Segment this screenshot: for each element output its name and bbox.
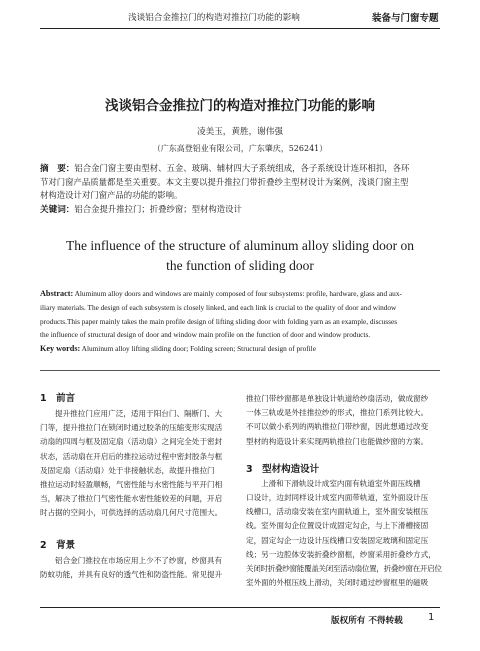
col2-line-3: 不可以做小系列的两轨推拉门带纱窗，因此想通过改变 <box>246 422 429 432</box>
section-3-heading: 3 型材构造设计 <box>246 463 320 475</box>
column-right <box>246 392 442 590</box>
col2-line-2: 一体三轨或是外挂推拉纱的形式，推拉门系列比较大。 <box>246 408 429 418</box>
section-1-heading: 1 前言 <box>40 393 76 404</box>
abstract-en-line-2: iliary materials. The design of each subsystem is closely linked, and each link is crucial to the quality of door and window <box>40 302 397 312</box>
abstract-en-line-1 <box>40 287 442 301</box>
column-left <box>40 390 236 582</box>
paper-title-en <box>0 236 480 276</box>
section-1-line-2: 门等，提升推拉门在锁闭时通过胶条的压缩变形实现活 <box>40 423 223 433</box>
authors: 凌美玉，黄胜，谢伟强 <box>197 127 283 137</box>
abstract-en-line-4: the influence of structural design of door and window main profile on the function of door and window products. <box>40 330 371 340</box>
abstract-cn-line-1 <box>40 162 442 176</box>
section-2-heading: 2 背景 <box>40 539 76 551</box>
section-3-line-3: 线槽口，活动扇安装在室内面轨道上，室外面安装框压 <box>246 507 429 517</box>
section-3-line-2: 口设计，边封同样设计成室内面带轨道，室外面设计压 <box>246 493 429 503</box>
abstract-cn <box>40 162 442 217</box>
section-3-line-6: 线；另一边腔体安装折叠纱窗框，纱窗采用折叠纱方式， <box>246 549 436 559</box>
section-1-line-4: 状态，活动扇在开启后的推拉运动过程中密封胶条与框 <box>40 451 223 461</box>
page-number: 1 <box>428 612 435 623</box>
affiliation: （广东高登铝业有限公司，广东肇庆，526241） <box>152 144 328 153</box>
section-1-line-8: 时占据的空间小，可供选择的活动扇几何尺寸范围大。 <box>40 508 223 518</box>
section-2-body <box>40 554 236 582</box>
keywords-cn-label: 关键词： <box>40 205 75 215</box>
keywords-en-label: Key words: <box>40 344 81 354</box>
section-2-continued <box>246 392 442 449</box>
footer-rule <box>40 607 440 608</box>
section-3-line-1: 上滑和下滑轨设计成室内面有轨道室外面压线槽 <box>261 478 421 488</box>
section-1-line-3: 动扇的四周与框及固定扇（活动扇）之间完全处于密封 <box>40 437 223 447</box>
section-3-line-7: 关闭时折叠纱窗能覆盖关闭至活动扇位置，折叠纱窗在开启位 <box>246 564 442 574</box>
section-3-line-5: 定，固定勾企一边设计压线槽口安装固定玻璃和固定压 <box>246 535 429 545</box>
running-header-left: 浅谈铝合金推拉门的构造对推拉门功能的影响 <box>128 13 300 23</box>
keywords-en-text: Aluminum alloy lifting sliding door; Folding screen; Structural design of profile <box>81 344 316 354</box>
abstract-cn-text-1: 铝合金门窗主要由型材、五金、玻璃、辅材四大子系统组成，各子系统设计连环相扣，各环 <box>74 163 410 173</box>
section-3-line-4: 线。室外面勾企位置设计成固定勾企，与上下滑槽接固 <box>246 521 429 531</box>
paper-title-en-line-2: the function of sliding door <box>166 258 314 273</box>
running-header-right: 装备与门窗专题 <box>372 13 439 24</box>
paper-title-en-line-1: The influence of the structure of aluminum alloy sliding door on <box>66 238 414 253</box>
keywords-cn <box>40 203 442 217</box>
keywords-en <box>40 342 442 356</box>
section-3-line-8: 室外面的外框压线上滑动，关闭时通过纱窗框里的磁吸 <box>246 578 429 588</box>
abstract-cn-line-2: 节对门窗产品质量都是至关重要。本文主要以提升推拉门带折叠纱主型材设计为案例，浅谈门窗主型 <box>40 177 409 187</box>
footer-rights: 版权所有 不得转载 <box>331 616 403 626</box>
abstract-cn-label: 摘 要： <box>40 164 75 174</box>
section-3-body <box>246 477 442 591</box>
abstract-cn-line-3: 材构造设计对门窗产品的功能的影响。 <box>40 190 183 200</box>
section-2-line-1: 铝合金门推拉在市场应用上少不了纱窗，纱窗具有 <box>55 555 223 565</box>
abstract-en-label: Abstract: <box>40 289 74 298</box>
abstract-divider <box>40 370 440 371</box>
section-2-line-2: 防蚊功能，并具有良好的透气性和防盗性能。常见提升 <box>40 569 223 579</box>
abstract-en <box>40 287 442 356</box>
section-1-line-7: 当，解决了推拉门气密性能水密性能较差的问题，开启 <box>40 494 223 504</box>
abstract-en-line-3: products.This paper mainly takes the main profile design of lifting sliding door with folding yarn as an example, discusses <box>40 316 398 326</box>
section-1-line-6: 推拉运动时轻盈顺畅，气密性能与水密性能与平开门相 <box>40 480 223 490</box>
section-1-body <box>40 407 236 521</box>
col2-line-4: 型材的构造设计来实现两轨推拉门也能做纱窗的方案。 <box>246 436 429 446</box>
keywords-cn-text: 铝合金提升推拉门；折叠纱窗；型材构造设计 <box>74 204 242 214</box>
section-1-line-5: 及固定扇（活动扇）处于非接触状态，故提升推拉门 <box>40 465 215 475</box>
abstract-en-text-1: Aluminum alloy doors and windows are mainly composed of four subsystems: profile, hardware, glass and aux- <box>74 289 402 298</box>
col2-line-1: 推拉门带纱窗都是单独设计轨道给纱扇活动，做成窗纱 <box>246 394 429 403</box>
section-1-line-1: 提升推拉门应用广泛，适用于阳台门、隔断门、大 <box>55 409 223 418</box>
header-rule <box>40 28 440 29</box>
paper-title-cn: 浅谈铝合金推拉门的构造对推拉门功能的影响 <box>105 98 375 114</box>
